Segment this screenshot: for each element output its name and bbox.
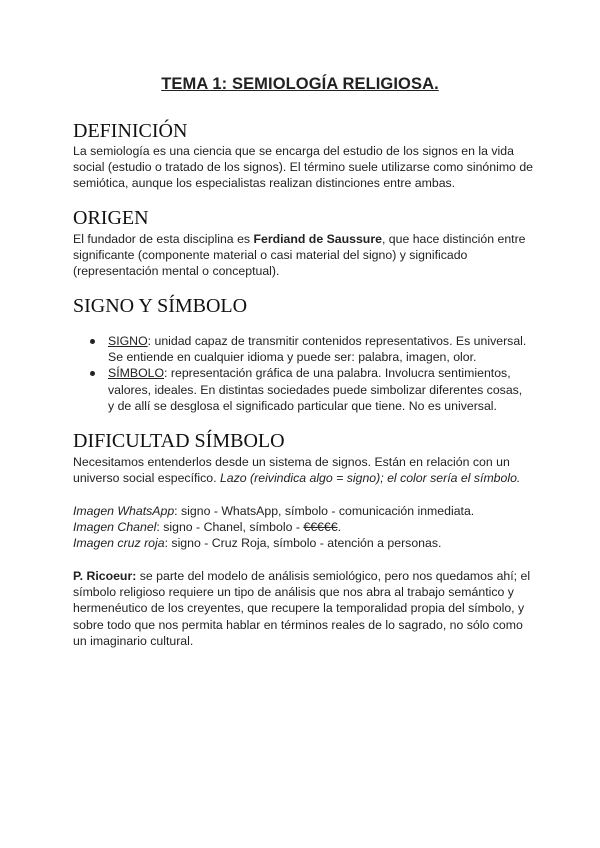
dificultad-italic: Lazo (reivindica algo = signo); el color sería el símbolo. — [219, 471, 521, 486]
term-simbolo: SÍMBOLO — [108, 366, 165, 381]
definicion-paragraph: La semiología es una ciencia que se encarga del estudio de los signos en la vida social (estudio o tratado de los signos). El término suele utilizarse como sinónimo de semiótica, aunque los especialistas realizan distinciones entre ambas. — [73, 144, 533, 191]
example-text: : signo - Cruz Roja, símbolo - atención a personas. — [164, 536, 442, 551]
saussure-name: Ferdiand de Saussure — [253, 232, 382, 246]
example-chanel — [73, 520, 341, 534]
example-text: : signo - Chanel, símbolo - — [156, 520, 304, 535]
example-label: Imagen WhatsApp — [73, 504, 175, 518]
dificultad-paragraph — [73, 454, 533, 486]
examples-block — [73, 503, 533, 552]
origen-paragraph — [73, 231, 533, 280]
simbolo-definition: : representación gráfica de una palabra. Involucra sentimientos, valores, ideales. En distintas sociedades puede simbolizar diferentes cosas, y de allí se desglosa el significado particular que tiene. No es universal. — [108, 366, 523, 413]
ricoeur-text: se parte del modelo de análisis semiológico, pero nos quedamos ahí; el símbolo religioso requiere un tipo de análisis que nos abra al trabajo semántico y hermenéutico de los creyentes, que recupere la temporalidad propia del símbolo, y sobre todo que nos permita hablar en términos reales de lo sagrado, no sólo como un imaginario cultural. — [73, 569, 531, 648]
list-item-signo — [90, 333, 530, 365]
definicion-heading: DEFINICIÓN — [73, 120, 188, 142]
origen-heading: ORIGEN — [73, 207, 149, 229]
bullet-icon — [90, 339, 95, 344]
origen-text-before: El fundador de esta disciplina es — [73, 232, 254, 246]
dificultad-text: Necesitamos entenderlos desde un sistema de signos. Están en relación con un universo social específico. — [73, 455, 510, 486]
dificultad-heading: DIFICULTAD SÍMBOLO — [73, 430, 285, 452]
ricoeur-paragraph — [73, 568, 533, 649]
signo-simbolo-list — [90, 333, 530, 414]
term-signo: SIGNO — [108, 334, 148, 348]
signo-simbolo-heading: SIGNO Y SÍMBOLO — [73, 295, 248, 317]
signo-definition: : unidad capaz de transmitir contenidos representativos. Es universal. Se entiende en cualquier idioma y puede ser: palabra, imagen, olor. — [108, 334, 527, 365]
ricoeur-name: P. Ricoeur: — [73, 569, 137, 583]
struck-text: €€€€€ — [303, 520, 338, 535]
example-label: Imagen Chanel — [73, 520, 157, 535]
example-cruz-roja — [73, 536, 441, 550]
example-whatsapp — [73, 504, 474, 518]
list-item-simbolo — [90, 365, 530, 414]
example-text: : signo - WhatsApp, símbolo - comunicación inmediata. — [174, 504, 475, 518]
page-title: TEMA 1: SEMIOLOGÍA RELIGIOSA. — [161, 75, 439, 93]
origen-text-after: , que hace distinción entre significante (componente material o casi material del signo) y significado (representación mental o conceptual). — [73, 232, 526, 279]
bullet-icon — [90, 371, 95, 376]
example-end: . — [337, 520, 341, 535]
example-label: Imagen cruz roja — [73, 536, 165, 551]
